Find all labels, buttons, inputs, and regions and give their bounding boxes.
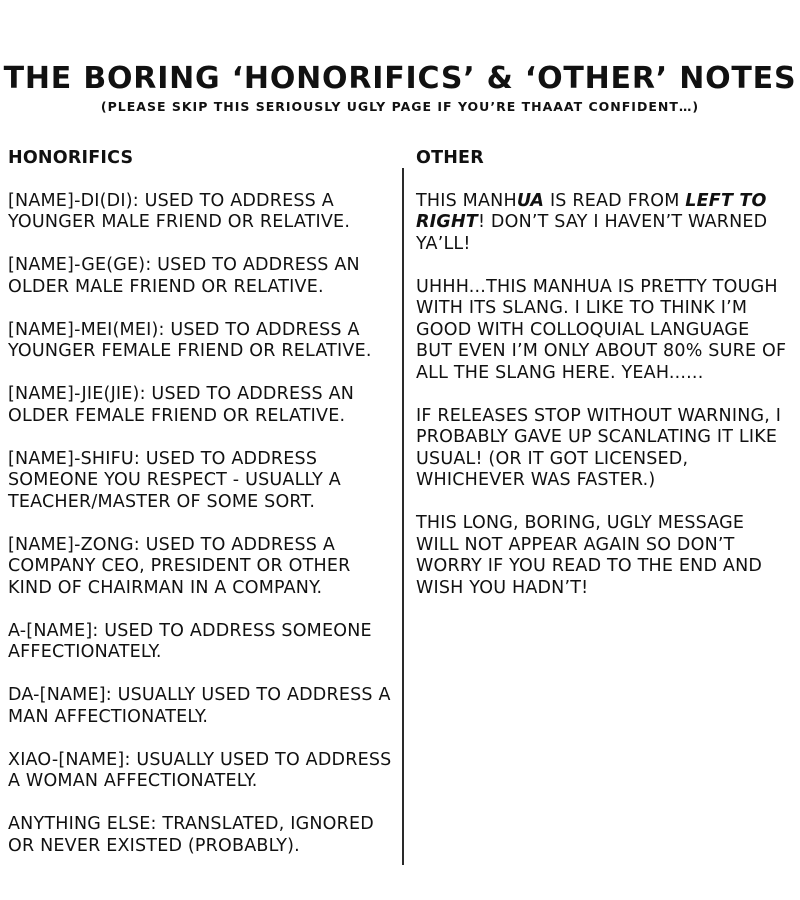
honorific-entry-da: DA-[NAME]: USUALLY USED TO ADDRESS A MAN AFFECTIONATELY. [8,685,391,727]
honorific-entry-zong: [NAME]-ZONG: USED TO ADDRESS A COMPANY CEO, PRESIDENT OR OTHER KIND OF CHAIRMAN IN A COMPANY. [8,534,351,598]
other-entry-releases: IF RELEASES STOP WITHOUT WARNING, I PROBABLY GAVE UP SCANLATING IT LIKE USUAL! (OR IT GOT LICENSED, WHICHEVER WAS FASTER.) [416,405,782,490]
other-entry-slang: UHHH...THIS MANHUA IS PRETTY TOUGH WITH ITS SLANG. I LIKE TO THINK I’M GOOD WITH COLLOQUIAL LANGUAGE BUT EVEN I’M ONLY ABOUT 80% SURE OF ALL THE SLANG HERE. YEAH...... [416,276,787,383]
page-title: THE BORING ‘HONORIFICS’ & ‘OTHER’ NOTES [3,61,797,96]
honorifics-column [8,148,400,879]
column-divider [402,168,404,865]
honorific-entry-a: A-[NAME]: USED TO ADDRESS SOMEONE AFFECTIONATELY. [8,620,372,662]
reading-direction-emphasis-2: LEFT TO RIGHT [416,190,767,232]
other-entry-message: THIS LONG, BORING, UGLY MESSAGE WILL NOT APPEAR AGAIN SO DON’T WORRY IF YOU READ TO THE END AND WISH YOU HADN’T! [416,513,763,598]
reading-direction-text-1: THIS MANH [416,190,517,211]
honorific-entry-didi: [NAME]-DI(DI): USED TO ADDRESS A YOUNGER MALE FRIEND OR RELATIVE. [8,190,351,232]
page-subtitle: (PLEASE SKIP THIS SERIOUSLY UGLY PAGE IF YOU’RE THAAAT CONFIDENT…) [100,99,700,114]
other-column [416,148,788,621]
honorific-entry-meimei: [NAME]-MEI(MEI): USED TO ADDRESS A YOUNGER FEMALE FRIEND OR RELATIVE. [8,319,372,361]
honorific-entry-shifu: [NAME]-SHIFU: USED TO ADDRESS SOMEONE YOU RESPECT - USUALLY A TEACHER/MASTER OF SOME SORT. [8,448,341,512]
honorific-entry-gege: [NAME]-GE(GE): USED TO ADDRESS AN OLDER MALE FRIEND OR RELATIVE. [8,255,360,297]
reading-direction-text-2: IS READ FROM [544,190,686,211]
honorific-entry-anything-else: ANYTHING ELSE: TRANSLATED, IGNORED OR NEVER EXISTED (PROBABLY). [8,814,374,856]
honorific-entry-jiejie: [NAME]-JIE(JIE): USED TO ADDRESS AN OLDER FEMALE FRIEND OR RELATIVE. [8,384,355,426]
other-heading: OTHER [416,148,484,168]
other-entry-reading-direction [416,191,788,256]
honorific-entry-xiao: XIAO-[NAME]: USUALLY USED TO ADDRESS A WOMAN AFFECTIONATELY. [8,749,392,791]
reading-direction-emphasis-1: UA [516,190,545,211]
honorifics-heading: HONORIFICS [8,148,134,168]
reading-direction-text-3: ! DON’T SAY I HAVEN’T WARNED YA’LL! [416,212,768,254]
